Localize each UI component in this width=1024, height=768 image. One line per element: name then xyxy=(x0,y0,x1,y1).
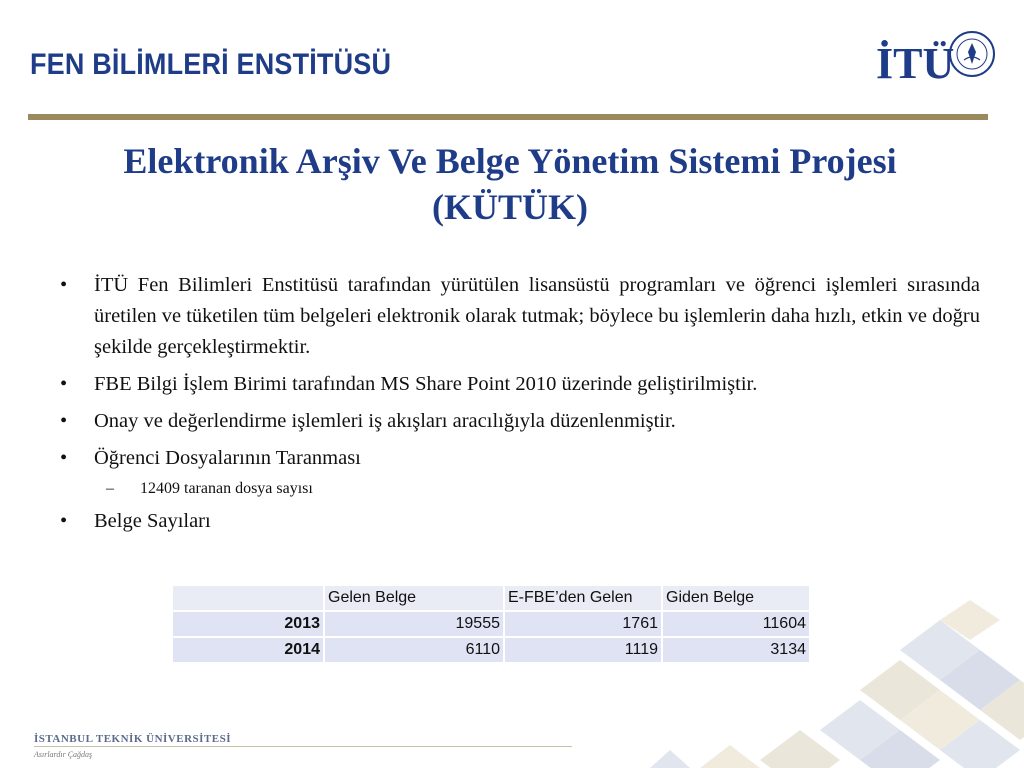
table-cell: 19555 xyxy=(325,612,505,638)
bullet-item xyxy=(60,506,980,537)
table-cell-year: 2013 xyxy=(173,612,325,638)
slide-title xyxy=(40,138,980,230)
table-cell: 1761 xyxy=(505,612,663,638)
bullet-item xyxy=(60,443,980,474)
sub-bullet-text: 12409 taranan dosya sayısı xyxy=(140,480,313,497)
bullet-text: FBE Bilgi İşlem Birimi tarafından MS Share Point 2010 üzerinde geliştirilmiştir. xyxy=(94,373,758,395)
decorative-pattern xyxy=(560,590,1024,768)
footer-tagline: Asırlardır Çağdaş xyxy=(34,750,93,759)
table-cell: 6110 xyxy=(325,638,505,664)
bullet-item xyxy=(60,406,980,437)
bullet-dot: • xyxy=(60,274,68,296)
bullet-item xyxy=(60,369,980,400)
table-header-giden: Giden Belge xyxy=(663,586,811,612)
footer-university-name: İSTANBUL TEKNİK ÜNİVERSİTESİ xyxy=(34,733,231,745)
bullet-text: İTÜ Fen Bilimleri Enstitüsü tarafından yürütülen lisansüstü programları ve öğrenci işlemleri sırasında üretilen ve tüketilen tüm belgeleri elektronik olarak tutmak; böylece bu işlemlerin daha hızlı, etkin ve doğru şekilde gerçekleştirmektir. xyxy=(94,274,980,358)
bullet-dot: • xyxy=(60,410,68,432)
sub-bullet-item xyxy=(60,478,980,500)
bullet-dot: • xyxy=(60,373,68,395)
bullet-item xyxy=(60,270,980,363)
bullet-dot: • xyxy=(60,510,68,532)
table-cell: 3134 xyxy=(663,638,811,664)
slide-title-line1: Elektronik Arşiv Ve Belge Yönetim Sistemi Projesi xyxy=(123,141,897,181)
table-cell-year: 2014 xyxy=(173,638,325,664)
table-header-gelen: Gelen Belge xyxy=(325,586,505,612)
header-divider xyxy=(28,114,988,120)
table-header-efbe: E-FBE’den Gelen xyxy=(505,586,663,612)
sub-bullet-dash: – xyxy=(106,480,114,497)
header-title: FEN BİLİMLERİ ENSTİTÜSÜ xyxy=(30,48,392,81)
bullet-text: Öğrenci Dosyalarının Taranması xyxy=(94,447,361,469)
bullet-dot: • xyxy=(60,447,68,469)
bullet-text: Belge Sayıları xyxy=(94,510,211,532)
bullet-text: Onay ve değerlendirme işlemleri iş akışları aracılığıyla düzenlenmiştir. xyxy=(94,410,676,432)
table-cell: 1119 xyxy=(505,638,663,664)
itu-logo xyxy=(876,30,996,100)
university-seal-icon xyxy=(948,30,996,78)
logo-text: İTÜ xyxy=(876,39,955,88)
table-header-empty xyxy=(173,586,325,612)
slide-title-line2: (KÜTÜK) xyxy=(432,187,588,227)
footer-divider xyxy=(34,746,572,747)
table-cell: 11604 xyxy=(663,612,811,638)
bullet-list xyxy=(60,270,980,543)
